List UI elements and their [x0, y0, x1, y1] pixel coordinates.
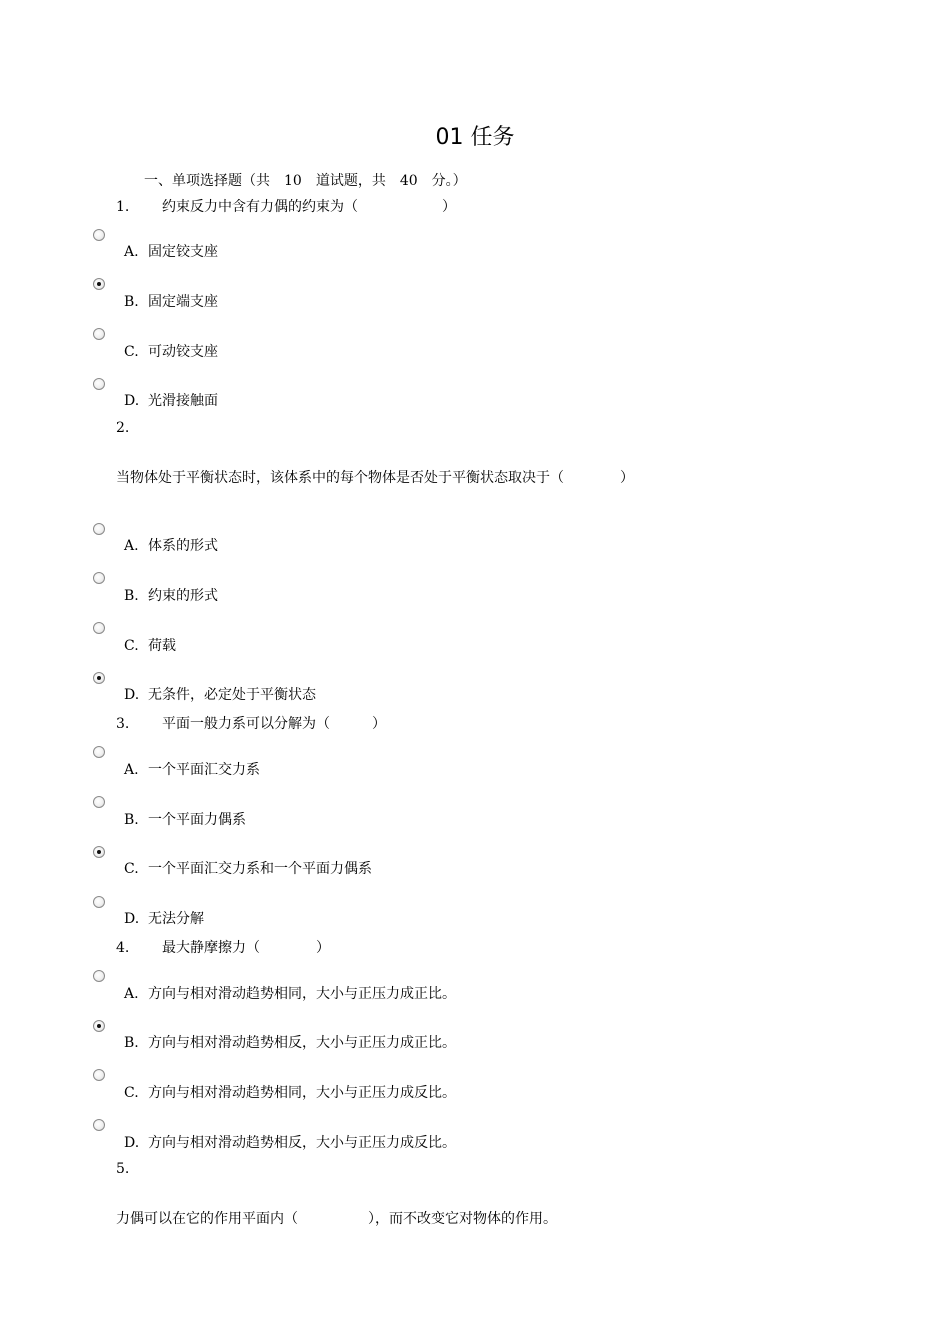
question-3	[116, 713, 386, 733]
radio-q4-b[interactable]	[93, 1020, 105, 1032]
option-q3-a[interactable]	[124, 759, 260, 779]
option-text: 一个平面汇交力系和一个平面力偶系	[148, 861, 372, 877]
option-text: 方向与相对滑动趋势相反，大小与正压力成正比。	[148, 1035, 456, 1051]
option-letter: B.	[124, 812, 139, 828]
question-2-number: 2.	[116, 420, 130, 436]
option-letter: B.	[124, 294, 139, 310]
section-heading: 一、单项选择题（共 10 道试题，共 40 分。）	[144, 173, 467, 189]
option-letter: A.	[124, 762, 139, 778]
option-letter: D.	[124, 687, 140, 703]
radio-q2-a[interactable]	[93, 523, 105, 535]
option-q4-a[interactable]	[124, 983, 456, 1003]
option-text: 荷载	[148, 638, 176, 654]
radio-q3-b[interactable]	[93, 796, 105, 808]
option-letter: A.	[124, 986, 139, 1002]
radio-q3-d[interactable]	[93, 896, 105, 908]
question-2-text: 当物体处于平衡状态时，该体系中的每个物体是否处于平衡状态取决于（ ）	[116, 470, 634, 486]
option-letter: A.	[124, 538, 139, 554]
option-text: 方向与相对滑动趋势相同，大小与正压力成反比。	[148, 1085, 456, 1101]
option-q1-b[interactable]	[124, 291, 218, 311]
option-text: 方向与相对滑动趋势相同，大小与正压力成正比。	[148, 986, 456, 1002]
option-letter: A.	[124, 244, 139, 260]
radio-q2-b[interactable]	[93, 572, 105, 584]
option-q1-c[interactable]	[124, 341, 218, 361]
radio-q1-c[interactable]	[93, 328, 105, 340]
option-letter: C.	[124, 1085, 139, 1101]
radio-q4-a[interactable]	[93, 970, 105, 982]
option-text: 无法分解	[148, 911, 204, 927]
option-q2-d[interactable]	[124, 684, 316, 704]
option-q1-a[interactable]	[124, 241, 218, 261]
option-letter: D.	[124, 911, 140, 927]
question-5-text: 力偶可以在它的作用平面内（ ），而不改变它对物体的作用。	[116, 1211, 557, 1227]
question-number: 1.	[116, 199, 130, 215]
question-5-number: 5.	[116, 1161, 130, 1177]
option-q4-b[interactable]	[124, 1032, 456, 1052]
radio-q4-d[interactable]	[93, 1119, 105, 1131]
option-q3-b[interactable]	[124, 809, 246, 829]
page-title: 01 任务	[435, 125, 515, 150]
question-4	[116, 937, 330, 957]
option-text: 无条件，必定处于平衡状态	[148, 687, 316, 703]
option-q4-c[interactable]	[124, 1082, 456, 1102]
option-text: 固定铰支座	[148, 244, 218, 260]
question-1	[116, 196, 456, 216]
option-text: 方向与相对滑动趋势相反，大小与正压力成反比。	[148, 1135, 456, 1151]
option-text: 一个平面力偶系	[148, 812, 246, 828]
radio-q1-d[interactable]	[93, 378, 105, 390]
option-q2-b[interactable]	[124, 585, 218, 605]
option-letter: D.	[124, 1135, 140, 1151]
option-letter: B.	[124, 588, 139, 604]
question-number: 4.	[116, 940, 130, 956]
option-text: 可动铰支座	[148, 344, 218, 360]
option-text: 光滑接触面	[148, 393, 218, 409]
radio-q3-a[interactable]	[93, 746, 105, 758]
option-q3-c[interactable]	[124, 858, 372, 878]
radio-q3-c[interactable]	[93, 846, 105, 858]
radio-q2-d[interactable]	[93, 672, 105, 684]
option-q2-c[interactable]	[124, 635, 176, 655]
option-q3-d[interactable]	[124, 908, 204, 928]
option-q4-d[interactable]	[124, 1132, 456, 1152]
option-letter: D.	[124, 393, 140, 409]
question-text: 最大静摩擦力（ ）	[162, 940, 330, 956]
question-number: 3.	[116, 716, 130, 732]
option-text: 体系的形式	[148, 538, 218, 554]
option-letter: C.	[124, 344, 139, 360]
radio-q1-a[interactable]	[93, 229, 105, 241]
option-letter: B.	[124, 1035, 139, 1051]
option-letter: C.	[124, 861, 139, 877]
option-letter: C.	[124, 638, 139, 654]
option-text: 固定端支座	[148, 294, 218, 310]
option-text: 约束的形式	[148, 588, 218, 604]
question-text: 约束反力中含有力偶的约束为（ ）	[162, 199, 456, 215]
option-q1-d[interactable]	[124, 390, 218, 410]
option-text: 一个平面汇交力系	[148, 762, 260, 778]
radio-q1-b[interactable]	[93, 278, 105, 290]
radio-q4-c[interactable]	[93, 1069, 105, 1081]
radio-q2-c[interactable]	[93, 622, 105, 634]
question-text: 平面一般力系可以分解为（ ）	[162, 716, 386, 732]
option-q2-a[interactable]	[124, 535, 218, 555]
